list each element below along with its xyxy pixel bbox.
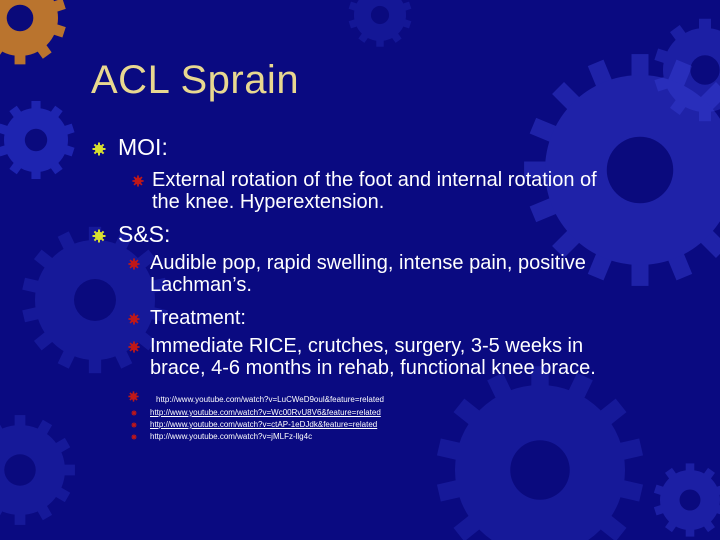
ss-item-line1: Treatment: <box>150 307 246 329</box>
bullet-icon <box>128 391 139 402</box>
video-link[interactable]: http://www.youtube.com/watch?v=Wc00RvU8V6&feature=related <box>150 408 381 417</box>
bullet-icon <box>128 341 140 353</box>
ss-item <box>150 335 710 379</box>
moi-item <box>152 169 712 213</box>
ss-item-line1: Immediate RICE, crutches, surgery, 3-5 weeks in <box>150 335 584 357</box>
bullet-icon <box>128 258 140 270</box>
bullet-icon <box>92 229 106 243</box>
moi-label: MOI: <box>118 134 168 160</box>
video-link[interactable]: http://www.youtube.com/watch?v=LuCWeD9oul&feature=related <box>156 395 384 404</box>
slide-title: ACL Sprain <box>91 58 300 102</box>
bullet-icon <box>92 142 106 156</box>
bullet-icon <box>131 434 137 440</box>
bullet-icon <box>132 175 144 187</box>
ss-label: S&S: <box>118 221 171 247</box>
ss-item <box>150 307 710 329</box>
moi-item-line1: External rotation of the foot and internal rotation of <box>152 169 597 191</box>
bullet-icon <box>131 410 137 416</box>
moi-item-line2: the knee. Hyperextension. <box>152 191 385 213</box>
video-link[interactable]: http://www.youtube.com/watch?v=jMLFz-llg4c <box>150 432 313 441</box>
ss-item-line2: Lachman’s. <box>150 274 252 296</box>
ss-item-line2: brace, 4-6 months in rehab, functional knee brace. <box>150 357 596 379</box>
ss-item-line1: Audible pop, rapid swelling, intense pain, positive <box>150 252 586 274</box>
bullet-icon <box>128 313 140 325</box>
ss-item <box>150 252 710 296</box>
bullet-icon <box>131 422 137 428</box>
video-link[interactable]: http://www.youtube.com/watch?v=ctAP-1eDJdk&feature=related <box>150 420 378 429</box>
